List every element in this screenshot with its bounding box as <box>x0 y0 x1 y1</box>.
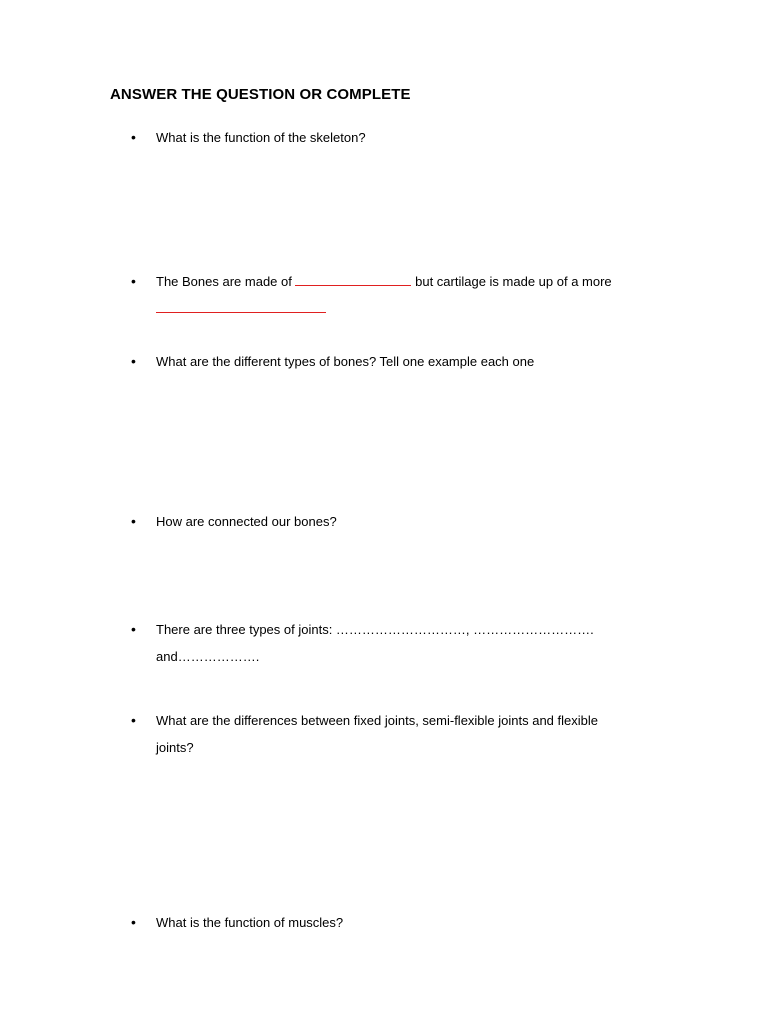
bullet-icon: • <box>131 914 136 930</box>
question-muscle-function <box>131 909 656 936</box>
question-text-line1: There are three types of joints: …………………………, ………………………. <box>156 622 594 637</box>
bullet-icon: • <box>131 129 136 145</box>
bullet-icon: • <box>131 273 136 289</box>
question-text: What are the different types of bones? Tell one example each one <box>156 354 535 369</box>
question-text: What is the function of muscles? <box>156 915 344 930</box>
answer-blank-line <box>295 275 411 286</box>
question-text: What is the function of the skeleton? <box>156 130 366 145</box>
question-text-before: The Bones are made of <box>156 274 292 289</box>
question-text: How are connected our bones? <box>156 514 337 529</box>
answer-blank-line <box>156 302 326 313</box>
bullet-icon: • <box>131 353 136 369</box>
bullet-icon: • <box>131 712 136 728</box>
question-text-line2: joints? <box>156 740 194 755</box>
bullet-icon: • <box>131 513 136 529</box>
question-text-after: but cartilage is made up of a more <box>415 274 612 289</box>
question-bones-connected <box>131 508 656 535</box>
question-bones-made-of <box>131 268 656 322</box>
question-types-of-bones <box>131 348 656 375</box>
question-text-line1: What are the differences between fixed joints, semi-flexible joints and flexible <box>156 713 598 728</box>
question-text-line2: and………………. <box>156 649 260 664</box>
question-types-of-joints <box>131 616 656 670</box>
bullet-icon: • <box>131 621 136 637</box>
worksheet-title: ANSWER THE QUESTION OR COMPLETE <box>110 86 411 103</box>
question-joint-differences <box>131 707 656 761</box>
question-skeleton-function <box>131 124 656 151</box>
